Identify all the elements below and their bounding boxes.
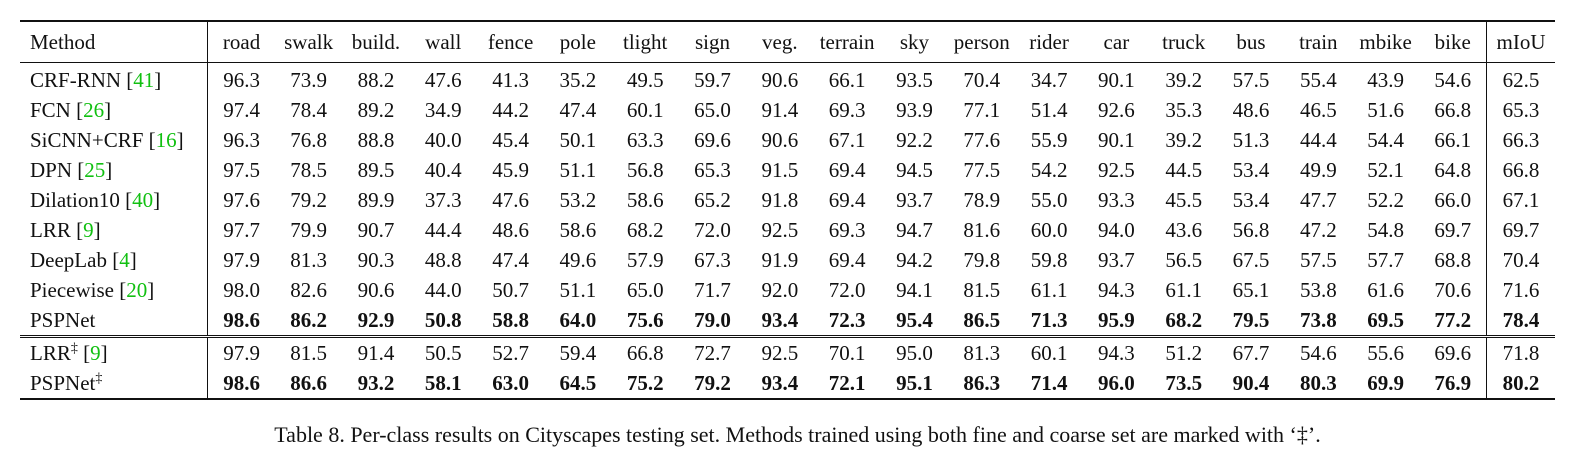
coarse-marker: ‡: [70, 341, 78, 356]
score-cell-road: 97.4: [223, 98, 260, 122]
score-cell-road: 97.9: [223, 248, 260, 272]
score-cell-truck: 73.5: [1150, 368, 1217, 399]
score-cell-swalk: 73.9: [290, 68, 327, 92]
score-cell-fence: 50.7: [492, 278, 529, 302]
score-cell-swalk: 82.6: [290, 278, 327, 302]
score-cell-road: 97.5: [223, 158, 260, 182]
score-cell-rider: 51.4: [1030, 98, 1068, 122]
score-cell-road: 97.6: [223, 188, 260, 212]
score-cell-person: 77.5: [963, 158, 1001, 182]
score-cell-train: 54.6: [1285, 337, 1352, 369]
column-header-pole: pole: [544, 21, 611, 63]
score-cell-miou: 80.2: [1487, 368, 1555, 399]
score-cell-terrain: 67.1: [828, 128, 866, 152]
score-cell-terrain: 69.3: [828, 218, 866, 242]
column-header-fence: fence: [477, 21, 544, 63]
coarse-marker: ‡: [95, 371, 103, 386]
score-cell-tlight: 75.2: [612, 368, 679, 399]
table-row: [20, 245, 1555, 275]
method-cell: CRF-RNN [41]: [20, 63, 208, 96]
score-cell-mbike: 54.4: [1367, 128, 1404, 152]
score-cell-bike: 69.6: [1419, 337, 1486, 369]
score-cell-swalk: 86.2: [275, 305, 342, 337]
score-cell-fence: 52.7: [477, 337, 544, 369]
column-header-wall: wall: [410, 21, 477, 63]
score-cell-car: 90.1: [1098, 128, 1135, 152]
score-cell-miou: 66.8: [1502, 158, 1540, 182]
column-header-train: train: [1285, 21, 1352, 63]
method-name: PSPNet: [30, 308, 96, 332]
score-cell-sign: 72.7: [679, 337, 746, 369]
score-cell-miou: 66.3: [1502, 128, 1540, 152]
citation-link[interactable]: 9: [90, 341, 101, 365]
score-cell-wall: 50.5: [410, 337, 477, 369]
score-cell-veg: 92.0: [761, 278, 799, 302]
score-cell-car: 92.5: [1098, 158, 1135, 182]
score-cell-mbike: 55.6: [1352, 337, 1419, 369]
score-cell-mbike: 69.5: [1352, 305, 1419, 337]
score-cell-wall: 40.4: [424, 158, 462, 182]
score-cell-veg: 93.4: [746, 305, 813, 337]
score-cell-bus: 53.4: [1232, 158, 1270, 182]
score-cell-truck: 56.5: [1165, 248, 1203, 272]
score-cell-veg: 90.6: [761, 128, 799, 152]
score-cell-miou: 71.6: [1502, 278, 1540, 302]
score-cell-tlight: 57.9: [626, 248, 664, 272]
results-table: [20, 20, 1555, 400]
score-cell-veg: 91.9: [761, 248, 799, 272]
score-cell-car: 94.3: [1083, 337, 1150, 369]
method-cell: FCN [26]: [20, 95, 208, 125]
score-cell-miou: 70.4: [1502, 248, 1540, 272]
method-cell: DPN [25]: [20, 155, 208, 185]
score-cell-terrain: 69.4: [828, 188, 866, 212]
score-cell-terrain: 66.1: [828, 68, 866, 92]
score-cell-truck: 68.2: [1150, 305, 1217, 337]
score-cell-mbike: 54.8: [1367, 218, 1404, 242]
score-cell-road: 96.3: [223, 68, 260, 92]
table-row: [20, 155, 1555, 185]
score-cell-mbike: 52.1: [1367, 158, 1404, 182]
column-header-mbike: mbike: [1352, 21, 1419, 63]
score-cell-bike: 77.2: [1419, 305, 1486, 337]
column-header-truck: truck: [1150, 21, 1217, 63]
table-row: [20, 215, 1555, 245]
citation-link[interactable]: 26: [83, 98, 105, 122]
score-cell-road: 96.3: [223, 128, 260, 152]
score-cell-build: 88.2: [357, 68, 395, 92]
score-cell-rider: 59.8: [1030, 248, 1068, 272]
score-cell-bike: 76.9: [1419, 368, 1486, 399]
method-name: SiCNN+CRF: [30, 128, 144, 152]
score-cell-fence: 45.4: [492, 128, 529, 152]
table-row: [20, 185, 1555, 215]
score-cell-pole: 51.1: [559, 278, 597, 302]
method-name: DPN: [30, 158, 73, 182]
score-cell-rider: 60.0: [1030, 218, 1068, 242]
score-cell-person: 70.4: [963, 68, 1001, 92]
column-header-person: person: [948, 21, 1015, 63]
citation-link[interactable]: 41: [133, 68, 155, 92]
score-cell-sign: 65.3: [694, 158, 731, 182]
score-cell-pole: 59.4: [544, 337, 611, 369]
score-cell-miou: 71.8: [1487, 337, 1555, 369]
score-cell-sky: 94.2: [896, 248, 933, 272]
score-cell-road: 98.6: [208, 368, 275, 399]
table-header: [20, 21, 1555, 63]
score-cell-truck: 44.5: [1165, 158, 1203, 182]
score-cell-car: 94.3: [1098, 278, 1135, 302]
score-cell-person: 78.9: [963, 188, 1001, 212]
score-cell-pole: 47.4: [559, 98, 597, 122]
score-cell-build: 89.5: [357, 158, 395, 182]
table-row: [20, 337, 1555, 369]
method-cell: DeepLab [4]: [20, 245, 208, 275]
score-cell-truck: 51.2: [1150, 337, 1217, 369]
score-cell-terrain: 72.1: [813, 368, 880, 399]
method-cell: LRR‡ [9]: [20, 337, 208, 369]
score-cell-terrain: 69.4: [828, 248, 866, 272]
header-row: [20, 21, 1555, 63]
score-cell-tlight: 65.0: [626, 278, 664, 302]
score-cell-sign: 72.0: [694, 218, 731, 242]
table-group-fine: [20, 63, 1555, 337]
score-cell-sign: 71.7: [694, 278, 731, 302]
method-name: PSPNet: [30, 371, 96, 395]
score-cell-swalk: 81.5: [275, 337, 342, 369]
column-header-tlight: tlight: [612, 21, 679, 63]
score-cell-sky: 94.1: [896, 278, 933, 302]
score-cell-car: 94.0: [1098, 218, 1135, 242]
method-name: LRR: [30, 218, 71, 242]
score-cell-pole: 58.6: [559, 218, 597, 242]
score-cell-veg: 91.4: [761, 98, 799, 122]
score-cell-bike: 66.0: [1419, 185, 1486, 215]
method-cell: [20, 305, 208, 337]
score-cell-wall: 48.8: [424, 248, 462, 272]
method-cell: Piecewise [20]: [20, 275, 208, 305]
score-cell-swalk: 86.6: [275, 368, 342, 399]
method-cell: LRR [9]: [20, 215, 208, 245]
score-cell-person: 77.1: [963, 98, 1001, 122]
score-cell-rider: 60.1: [1015, 337, 1082, 369]
score-cell-bus: 67.5: [1232, 248, 1270, 272]
score-cell-wall: 34.9: [424, 98, 462, 122]
score-cell-road: 97.9: [208, 337, 275, 369]
score-cell-bus: 90.4: [1217, 368, 1284, 399]
score-cell-pole: 35.2: [559, 68, 597, 92]
score-cell-terrain: 69.4: [828, 158, 866, 182]
score-cell-sign: 65.2: [694, 188, 731, 212]
score-cell-bike: 68.8: [1419, 245, 1486, 275]
score-cell-veg: 92.5: [761, 218, 799, 242]
score-cell-person: 81.5: [963, 278, 1001, 302]
score-cell-rider: 61.1: [1030, 278, 1068, 302]
citation-link[interactable]: 4: [119, 248, 130, 272]
score-cell-road: 98.0: [223, 278, 260, 302]
method-cell: SiCNN+CRF [16]: [20, 125, 208, 155]
score-cell-sky: 92.2: [896, 128, 933, 152]
score-cell-bus: 57.5: [1232, 68, 1270, 92]
score-cell-sign: 79.0: [679, 305, 746, 337]
score-cell-build: 92.9: [342, 305, 409, 337]
score-cell-car: 93.3: [1098, 188, 1135, 212]
score-cell-swalk: 78.4: [290, 98, 327, 122]
score-cell-road: 97.7: [223, 218, 260, 242]
score-cell-wall: 37.3: [424, 188, 462, 212]
score-cell-rider: 71.3: [1015, 305, 1082, 337]
score-cell-fence: 44.2: [492, 98, 529, 122]
score-cell-mbike: 43.9: [1367, 68, 1404, 92]
score-cell-road: 98.6: [208, 305, 275, 337]
score-cell-rider: 71.4: [1015, 368, 1082, 399]
column-header-car: car: [1083, 21, 1150, 63]
citation-link[interactable]: 20: [126, 278, 148, 302]
column-header-miou: mIoU: [1487, 21, 1555, 63]
score-cell-sign: 59.7: [694, 68, 731, 92]
score-cell-train: 73.8: [1285, 305, 1352, 337]
score-cell-sky: 95.0: [881, 337, 948, 369]
score-cell-bike: 66.8: [1419, 95, 1486, 125]
score-cell-pole: 51.1: [559, 158, 597, 182]
score-cell-person: 86.5: [948, 305, 1015, 337]
score-cell-train: 53.8: [1299, 278, 1337, 302]
score-cell-train: 55.4: [1299, 68, 1337, 92]
table-caption: Table 8. Per-class results on Cityscapes testing set. Methods trained using both fine and coarse set are marked with ‘‡’.: [274, 422, 1321, 447]
score-cell-fence: 58.8: [477, 305, 544, 337]
table-row: [20, 125, 1555, 155]
method-name: DeepLab: [30, 248, 107, 272]
score-cell-train: 57.5: [1299, 248, 1337, 272]
table-row: [20, 95, 1555, 125]
score-cell-swalk: 79.2: [290, 188, 327, 212]
score-cell-truck: 35.3: [1165, 98, 1203, 122]
score-cell-build: 90.3: [357, 248, 395, 272]
score-cell-truck: 39.2: [1165, 68, 1203, 92]
score-cell-terrain: 72.0: [828, 278, 866, 302]
score-cell-veg: 91.5: [761, 158, 799, 182]
score-cell-pole: 49.6: [559, 248, 597, 272]
score-cell-car: 93.7: [1098, 248, 1135, 272]
score-cell-bus: 67.7: [1217, 337, 1284, 369]
column-header-build: build.: [342, 21, 409, 63]
score-cell-bike: 66.1: [1419, 125, 1486, 155]
method-name: FCN: [30, 98, 71, 122]
score-cell-veg: 91.8: [761, 188, 799, 212]
score-cell-wall: 40.0: [424, 128, 462, 152]
score-cell-person: 86.3: [948, 368, 1015, 399]
score-cell-swalk: 76.8: [290, 128, 327, 152]
table-group-fine-coarse: [20, 337, 1555, 400]
score-cell-rider: 34.7: [1030, 68, 1068, 92]
score-cell-terrain: 72.3: [813, 305, 880, 337]
score-cell-tlight: 63.3: [626, 128, 664, 152]
score-cell-fence: 47.4: [492, 248, 529, 272]
method-name: LRR: [30, 341, 71, 365]
score-cell-fence: 45.9: [492, 158, 529, 182]
citation-link[interactable]: 40: [132, 188, 154, 212]
score-cell-train: 44.4: [1299, 128, 1337, 152]
citation-link[interactable]: 9: [83, 218, 94, 242]
score-cell-veg: 93.4: [746, 368, 813, 399]
score-cell-miou: 78.4: [1487, 305, 1555, 337]
score-cell-sky: 93.9: [896, 98, 933, 122]
score-cell-tlight: 68.2: [626, 218, 664, 242]
score-cell-terrain: 70.1: [813, 337, 880, 369]
score-cell-miou: 65.3: [1502, 98, 1540, 122]
column-header-veg: veg.: [746, 21, 813, 63]
column-header-bike: bike: [1419, 21, 1486, 63]
score-cell-mbike: 61.6: [1367, 278, 1404, 302]
score-cell-sky: 95.4: [881, 305, 948, 337]
score-cell-bike: 70.6: [1419, 275, 1486, 305]
score-cell-fence: 47.6: [492, 188, 529, 212]
score-cell-bike: 54.6: [1419, 63, 1486, 96]
score-cell-sky: 93.5: [896, 68, 933, 92]
score-cell-tlight: 56.8: [626, 158, 664, 182]
table-row: [20, 305, 1555, 337]
score-cell-truck: 43.6: [1165, 218, 1203, 242]
score-cell-truck: 39.2: [1165, 128, 1203, 152]
score-cell-build: 93.2: [342, 368, 409, 399]
table-row: [20, 275, 1555, 305]
score-cell-pole: 50.1: [559, 128, 597, 152]
score-cell-bus: 79.5: [1217, 305, 1284, 337]
score-cell-person: 79.8: [963, 248, 1001, 272]
score-cell-wall: 44.0: [424, 278, 462, 302]
score-cell-bus: 48.6: [1232, 98, 1270, 122]
score-cell-wall: 58.1: [410, 368, 477, 399]
citation-link[interactable]: 16: [155, 128, 177, 152]
score-cell-terrain: 69.3: [828, 98, 866, 122]
method-name: Piecewise: [30, 278, 114, 302]
score-cell-rider: 55.0: [1030, 188, 1068, 212]
score-cell-pole: 53.2: [559, 188, 597, 212]
score-cell-person: 81.6: [963, 218, 1001, 242]
score-cell-train: 80.3: [1285, 368, 1352, 399]
score-cell-sign: 79.2: [679, 368, 746, 399]
score-cell-bus: 51.3: [1232, 128, 1270, 152]
score-cell-person: 77.6: [963, 128, 1001, 152]
score-cell-sign: 69.6: [694, 128, 731, 152]
score-cell-tlight: 60.1: [626, 98, 664, 122]
score-cell-person: 81.3: [948, 337, 1015, 369]
score-cell-veg: 90.6: [761, 68, 799, 92]
score-cell-car: 92.6: [1098, 98, 1135, 122]
score-cell-tlight: 75.6: [612, 305, 679, 337]
column-header-bus: bus: [1217, 21, 1284, 63]
score-cell-fence: 48.6: [492, 218, 529, 242]
score-cell-swalk: 81.3: [290, 248, 327, 272]
score-cell-wall: 44.4: [424, 218, 462, 242]
score-cell-bus: 53.4: [1232, 188, 1270, 212]
score-cell-sign: 65.0: [694, 98, 731, 122]
score-cell-miou: 69.7: [1502, 218, 1540, 242]
score-cell-tlight: 58.6: [626, 188, 664, 212]
method-cell: Dilation10 [40]: [20, 185, 208, 215]
score-cell-bus: 65.1: [1232, 278, 1270, 302]
table-row: [20, 63, 1555, 96]
score-cell-train: 49.9: [1299, 158, 1337, 182]
column-header-road: road: [208, 21, 275, 63]
score-cell-sign: 67.3: [694, 248, 731, 272]
score-cell-build: 90.6: [357, 278, 395, 302]
score-cell-swalk: 78.5: [290, 158, 327, 182]
score-cell-mbike: 69.9: [1352, 368, 1419, 399]
results-table-container: [20, 20, 1555, 400]
score-cell-bike: 64.8: [1419, 155, 1486, 185]
score-cell-train: 47.2: [1299, 218, 1337, 242]
score-cell-fence: 41.3: [492, 68, 529, 92]
score-cell-build: 91.4: [342, 337, 409, 369]
score-cell-train: 47.7: [1299, 188, 1337, 212]
score-cell-mbike: 57.7: [1367, 248, 1404, 272]
score-cell-bike: 69.7: [1419, 215, 1486, 245]
score-cell-sky: 94.7: [896, 218, 933, 242]
score-cell-rider: 55.9: [1030, 128, 1068, 152]
score-cell-mbike: 51.6: [1367, 98, 1404, 122]
score-cell-miou: 62.5: [1502, 68, 1540, 92]
citation-link[interactable]: 25: [84, 158, 106, 182]
score-cell-miou: 67.1: [1502, 188, 1540, 212]
score-cell-wall: 50.8: [410, 305, 477, 337]
score-cell-build: 88.8: [357, 128, 395, 152]
score-cell-train: 46.5: [1299, 98, 1337, 122]
table-row: [20, 368, 1555, 399]
score-cell-sky: 94.5: [896, 158, 933, 182]
score-cell-car: 96.0: [1083, 368, 1150, 399]
score-cell-wall: 47.6: [424, 68, 462, 92]
score-cell-truck: 45.5: [1165, 188, 1203, 212]
column-header-rider: rider: [1015, 21, 1082, 63]
column-header-sign: sign: [679, 21, 746, 63]
score-cell-rider: 54.2: [1030, 158, 1068, 182]
score-cell-truck: 61.1: [1165, 278, 1203, 302]
column-header-swalk: swalk: [275, 21, 342, 63]
score-cell-mbike: 52.2: [1367, 188, 1404, 212]
score-cell-pole: 64.0: [544, 305, 611, 337]
method-cell: [20, 368, 208, 399]
column-header-method: Method: [20, 21, 208, 63]
column-header-sky: sky: [881, 21, 948, 63]
score-cell-build: 89.2: [357, 98, 395, 122]
score-cell-sky: 93.7: [896, 188, 933, 212]
score-cell-build: 89.9: [357, 188, 395, 212]
score-cell-build: 90.7: [357, 218, 395, 242]
column-header-terrain: terrain: [813, 21, 880, 63]
score-cell-car: 95.9: [1083, 305, 1150, 337]
score-cell-veg: 92.5: [746, 337, 813, 369]
score-cell-bus: 56.8: [1232, 218, 1270, 242]
score-cell-swalk: 79.9: [290, 218, 327, 242]
score-cell-pole: 64.5: [544, 368, 611, 399]
score-cell-tlight: 66.8: [612, 337, 679, 369]
score-cell-fence: 63.0: [477, 368, 544, 399]
method-name: Dilation10: [30, 188, 120, 212]
score-cell-sky: 95.1: [881, 368, 948, 399]
score-cell-tlight: 49.5: [626, 68, 664, 92]
score-cell-car: 90.1: [1098, 68, 1135, 92]
method-name: CRF-RNN: [30, 68, 122, 92]
